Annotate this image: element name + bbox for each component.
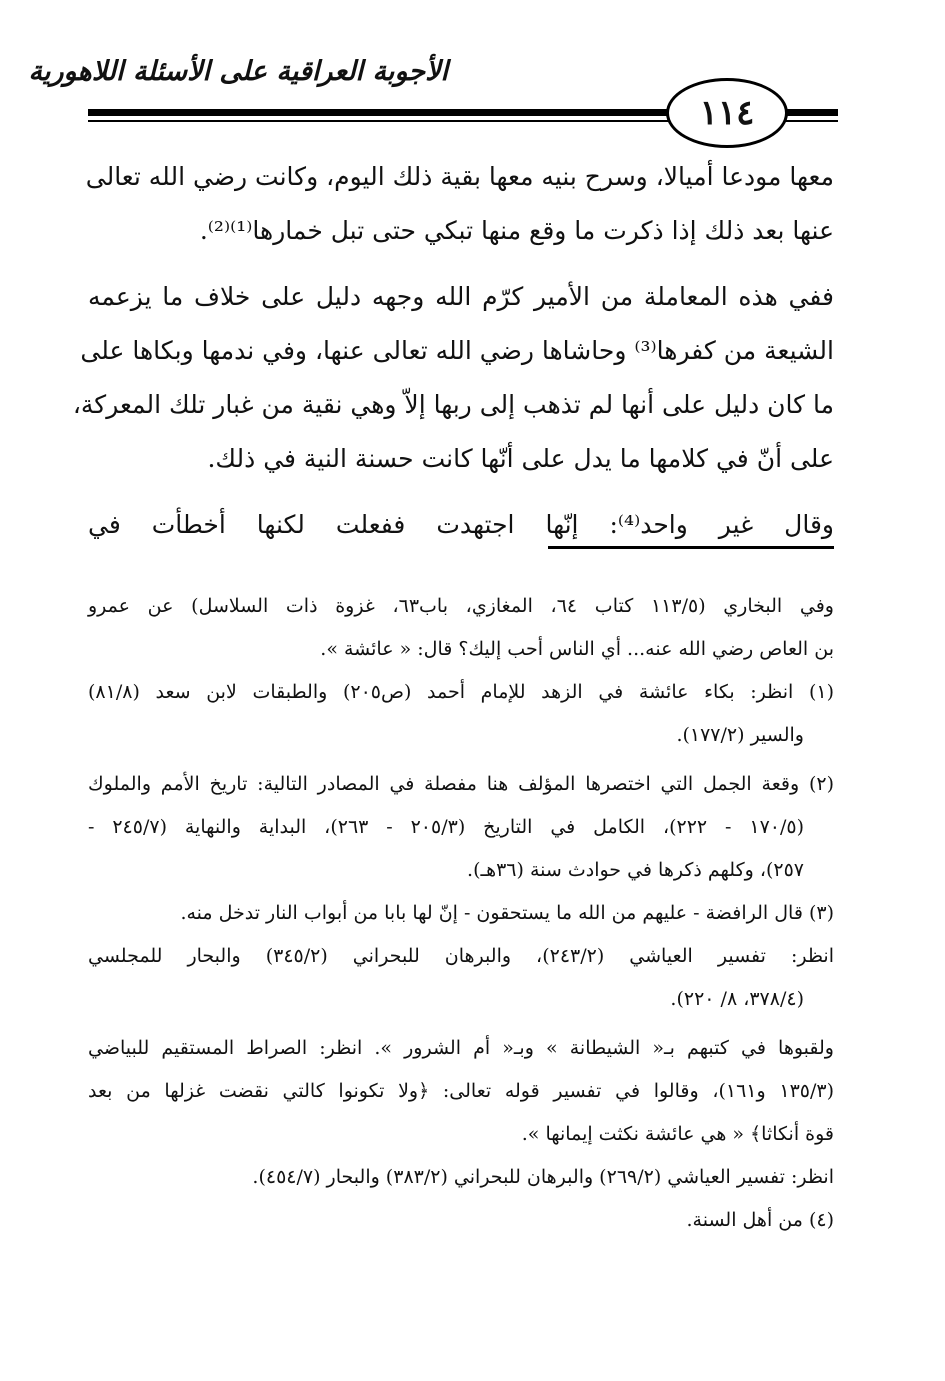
page-number: ١١٤ [699, 93, 755, 133]
text-line: عنها بعد ذلك إذا ذكرت ما وقع منها تبكي حتى تبل خمارها⁽¹⁾⁽²⁾. [199, 216, 834, 245]
footnote-line: (١٣٥/٣ و١٦١)، وقالوا في تفسير قوله تعالى: ﴿ولا تكونوا كالتي نقضت غزلها من بعد [88, 1080, 835, 1102]
text-line: على أنّ في كلامها ما يدل على أنّها كانت حسنة النية في ذلك. [207, 444, 834, 473]
text-line: ففي هذه المعاملة من الأمير كرّم الله وجهه دليل على خلاف ما يزعمه [88, 282, 834, 311]
footnote-line: بن العاص رضي الله عنه... أي الناس أحب إليك؟ قال: « عائشة ». [320, 638, 834, 660]
footnote-line: (٤) من أهل السنة. [686, 1209, 834, 1231]
footnote-line: (٣) قال الرافضة - عليهم من الله ما يستحقون - إنّ لها بابا من أبواب النار تدخل منه. [180, 902, 834, 924]
footnote-line: قوة أنكاثا﴾ « هي عائشة نكثت إيمانها ». [521, 1123, 834, 1145]
footnote-line: وفي البخاري (١١٣/٥ كتاب ٦٤، المغازي، باب٦٣، غزوة ذات السلاسل) عن عمرو [88, 595, 834, 617]
page-header [28, 50, 838, 140]
footnote-line: (١٧٠/٥ - ٢٢٢)، الكامل في التاريخ (٢٠٥/٣ - ٢٦٣)، البداية والنهاية (٢٤٥/٧ - [88, 816, 805, 838]
footnote-line: (٣٧٨/٤، ٨/ ٢٢٠). [670, 988, 804, 1010]
text-line: ما كان دليل على أنها لم تذهب إلى ربها إلاّ وهي نقية من غبار تلك المعركة، [72, 390, 834, 419]
text-line: وقال غير واحد⁽⁴⁾: إنّها اجتهدت ففعلت لكنها أخطأت في [88, 510, 834, 539]
footnote-line: انظر: تفسير العياشي (٢٦٩/٢) والبرهان للبحراني (٣٨٣/٢) والبحار (٤٥٤/٧). [252, 1166, 834, 1188]
footnote-line: والسير (١٧٧/٢). [676, 724, 804, 746]
text-line: الشيعة من كفرها⁽³⁾ وحاشاها رضي الله تعالى عنها، وفي ندمها وبكاها على [80, 336, 834, 365]
footnote-line: ٢٥٧)، وكلهم ذكرها في حوادث سنة (٣٦هـ). [467, 859, 804, 881]
footnote-line: ولقبوها في كتبهم بـ« الشيطانة » وبـ« أم الشرور ». انظر: الصراط المستقيم للبياضي [88, 1037, 834, 1059]
footnote-line: انظر: تفسير العياشي (٢٤٣/٢)، والبرهان للبحراني (٣٤٥/٢) والبحار للمجلسي [88, 945, 834, 967]
footnote-separator [548, 546, 834, 549]
footnote-line: (١) انظر: بكاء عائشة في الزهد للإمام أحمد (ص٢٠٥) والطبقات لابن سعد (٨١/٨) [88, 681, 834, 703]
running-title: الأجوبة العراقية على الأسئلة اللاهورية [28, 56, 448, 87]
footnotes [88, 585, 834, 1242]
text-line: معها مودعا أميالا، وسرح بنيه معها بقية ذلك اليوم، وكانت رضي الله تعالى [85, 162, 834, 191]
page-number-badge [666, 78, 788, 148]
footnote-line: (٢) وقعة الجمل التي اختصرها المؤلف هنا مفصلة في المصادر التالية: تاريخ الأمم والملوك [88, 773, 834, 795]
main-text [72, 150, 834, 552]
